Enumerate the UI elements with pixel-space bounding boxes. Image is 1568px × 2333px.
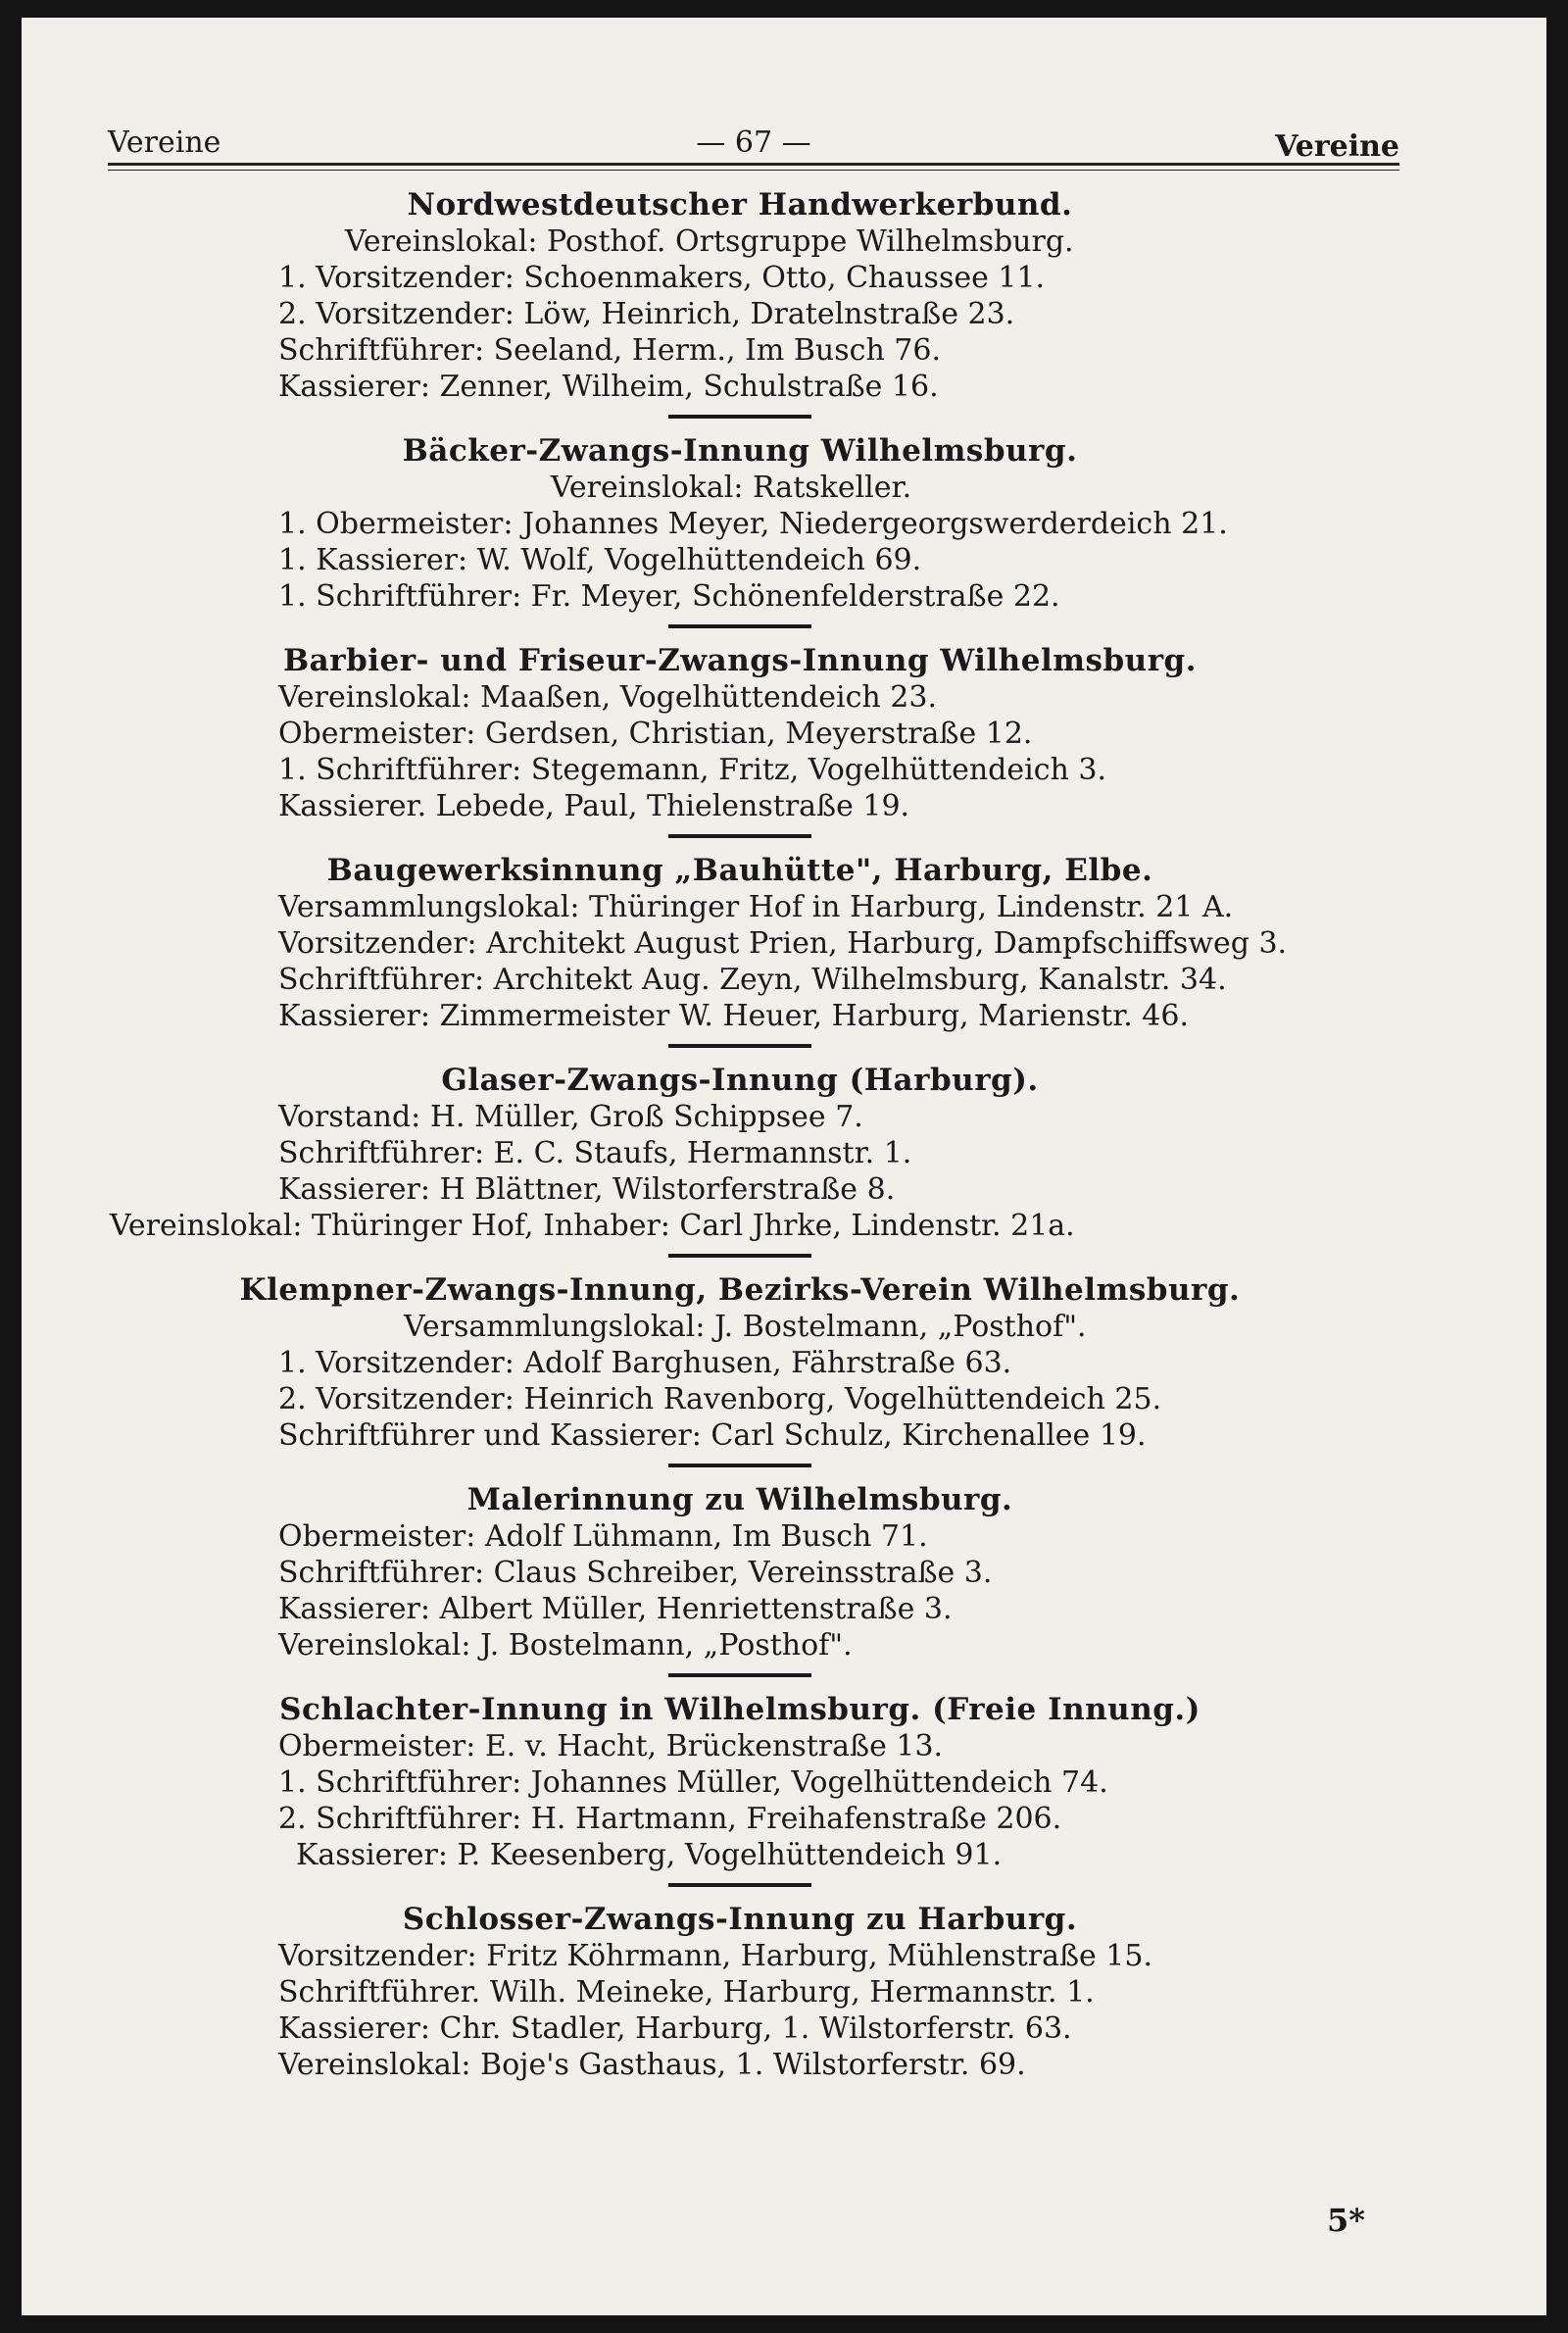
section-title: Glaser-Zwangs-Innung (Harburg). [441,1063,1039,1098]
section-klempner [22,1271,1546,1454]
section-title: Schlachter-Innung in Wilhelmsburg. (Freie Innung.) [279,1692,1200,1727]
section-divider [668,1044,811,1048]
section-divider [668,834,811,838]
header-rule-thick [108,163,1399,166]
page-header [108,116,1399,164]
header-left: Vereine [108,125,221,160]
entry-line: 2. Schriftführer: H. Hartmann, Freihafenstraße 206. [278,1802,1062,1836]
entry-line: Versammlungslokal: Thüringer Hof in Harburg, Lindenstr. 21 A. [278,890,1234,924]
entry-line: Vereinslokal: Posthof. Ortsgruppe Wilhelmsburg. [345,224,1074,259]
entry-line: 1. Schriftführer: Johannes Müller, Vogelhüttendeich 74. [278,1765,1108,1800]
entry-line: Schriftführer. Wilh. Meineke, Harburg, Hermannstr. 1. [278,1975,1095,2010]
section-glaser [22,1062,1546,1244]
entry-line: 1. Schriftführer: Stegemann, Fritz, Vogelhüttendeich 3. [278,753,1106,787]
entry-line: Vereinslokal: Thüringer Hof, Inhaber: Carl Jhrke, Lindenstr. 21a. [110,1209,1075,1243]
entry-line: Schriftführer: Seeland, Herm., Im Busch 76. [278,333,942,368]
section-divider [668,1673,811,1677]
entry-line: Vereinslokal: Ratskeller. [551,471,912,505]
entry-line: 1. Schriftführer: Fr. Meyer, Schönenfelderstraße 22. [278,579,1060,614]
section-baecker [22,432,1546,615]
entry-line: Schriftführer: E. C. Staufs, Hermannstr. 1. [278,1136,912,1170]
section-title: Bäcker-Zwangs-Innung Wilhelmsburg. [402,433,1078,469]
entry-line: Vorstand: H. Müller, Groß Schippsee 7. [278,1100,863,1134]
entry-line: Schriftführer: Architekt Aug. Zeyn, Wilhelmsburg, Kanalstr. 34. [278,963,1227,997]
entry-line: Kassierer: Chr. Stadler, Harburg, 1. Wilstorferstr. 63. [278,2011,1072,2046]
sheet-signature: 5* [1327,2202,1365,2239]
entry-line: Vorsitzender: Architekt August Prien, Harburg, Dampfschiffsweg 3. [278,926,1288,961]
entry-line: Vereinslokal: J. Bostelmann, „Posthof". [278,1628,853,1663]
entry-line: Kassierer: P. Keesenberg, Vogelhüttendeich 91. [296,1838,1003,1872]
entry-line: 1. Vorsitzender: Adolf Barghusen, Fährstraße 63. [278,1346,1012,1380]
section-handwerkerbund [22,186,1546,405]
section-bauhuette [22,852,1546,1034]
entry-line: 2. Vorsitzender: Löw, Heinrich, Dratelnstraße 23. [278,297,1015,331]
section-title: Nordwestdeutscher Handwerkerbund. [407,187,1073,223]
section-divider [668,1464,811,1467]
entry-line: 2. Vorsitzender: Heinrich Ravenborg, Vogelhüttendeich 25. [278,1382,1162,1416]
page-number: — 67 — [696,125,811,160]
entry-line: Vereinslokal: Maaßen, Vogelhüttendeich 23. [278,680,937,715]
section-title: Schlosser-Zwangs-Innung zu Harburg. [402,1902,1078,1937]
entry-line: Kassierer: Albert Müller, Henriettenstraße 3. [278,1592,953,1626]
entry-line: 1. Vorsitzender: Schoenmakers, Otto, Chaussee 11. [278,261,1046,295]
entry-line: Obermeister: Adolf Lühmann, Im Busch 71. [278,1519,928,1554]
section-schlachter [22,1691,1546,1873]
section-title: Malerinnung zu Wilhelmsburg. [466,1482,1013,1517]
section-barbier [22,642,1546,824]
entry-line: Kassierer: Zimmermeister W. Heuer, Harburg, Marienstr. 46. [278,999,1190,1033]
section-schlosser [22,1901,1546,2083]
page-content [22,186,1546,2083]
header-rule-thin [108,170,1399,171]
entry-line: Schriftführer: Claus Schreiber, Vereinsstraße 3. [278,1556,993,1590]
entry-line: Vorsitzender: Fritz Köhrmann, Harburg, Mühlenstraße 15. [278,1939,1152,1973]
entry-line: Obermeister: Gerdsen, Christian, Meyerstraße 12. [278,717,1033,751]
entry-line: 1. Obermeister: Johannes Meyer, Niedergeorgswerderdeich 21. [278,507,1228,541]
section-title: Klempner-Zwangs-Innung, Bezirks-Verein Wilhelmsburg. [239,1272,1241,1308]
section-maler [22,1481,1546,1663]
section-divider [668,415,811,419]
section-divider [668,1883,811,1887]
document-page [22,18,1546,2315]
header-right: Vereine [1275,129,1399,164]
section-title: Baugewerksinnung „Bauhütte", Harburg, Elbe. [326,853,1153,888]
entry-line: Versammlungslokal: J. Bostelmann, „Posthof". [404,1310,1087,1344]
entry-line: Obermeister: E. v. Hacht, Brückenstraße 13. [278,1729,944,1763]
entry-line: Kassierer. Lebede, Paul, Thielenstraße 19. [278,789,910,823]
entry-line: Kassierer: Zenner, Wilheim, Schulstraße 16. [278,370,939,404]
section-title: Barbier- und Friseur-Zwangs-Innung Wilhelmsburg. [282,643,1197,678]
section-divider [668,1254,811,1258]
entry-line: Vereinslokal: Boje's Gasthaus, 1. Wilstorferstr. 69. [278,2048,1026,2082]
entry-line: Schriftführer und Kassierer: Carl Schulz, Kirchenallee 19. [278,1418,1147,1453]
section-divider [668,624,811,628]
entry-line: Kassierer: H Blättner, Wilstorferstraße 8. [278,1172,896,1207]
entry-line: 1. Kassierer: W. Wolf, Vogelhüttendeich 69. [278,543,922,577]
